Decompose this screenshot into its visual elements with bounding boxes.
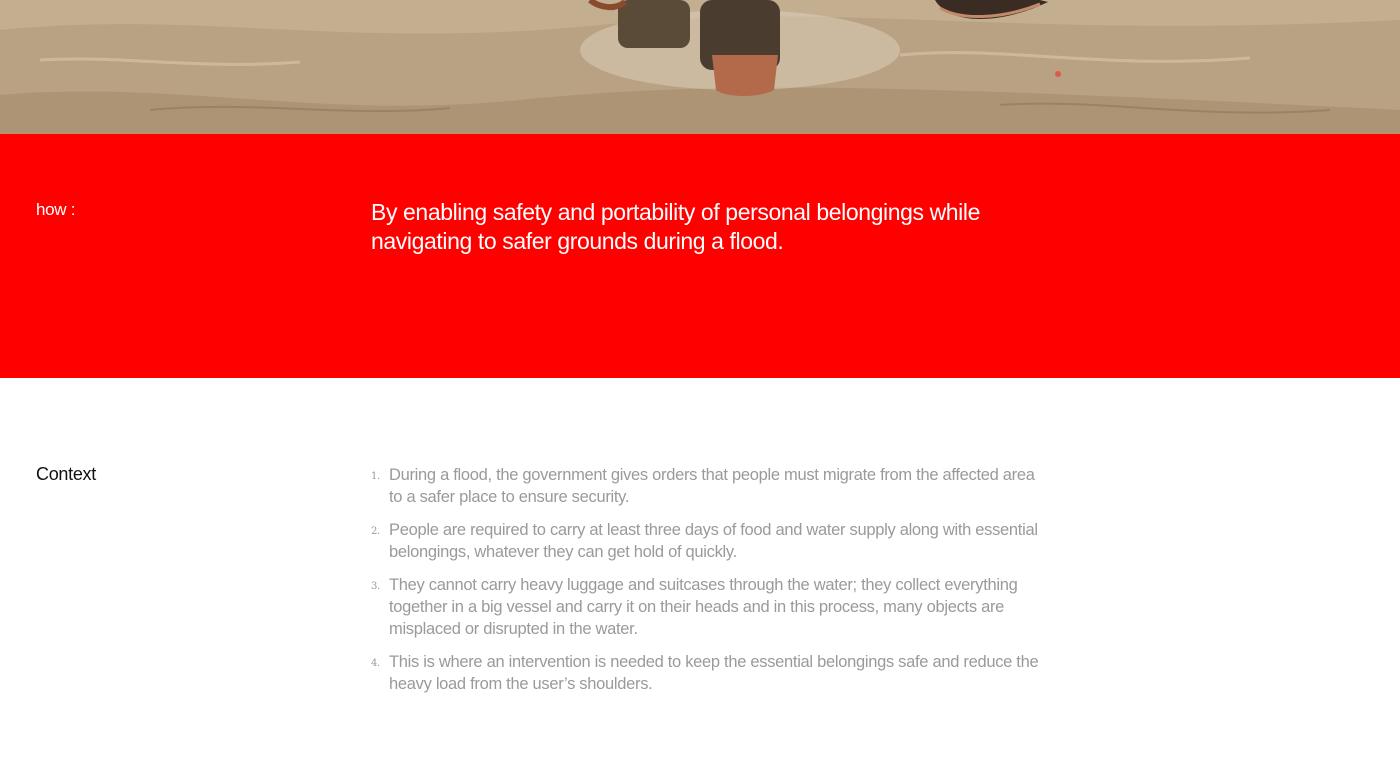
list-item [371, 519, 1051, 563]
context-list [371, 464, 1051, 706]
list-item-text: They cannot carry heavy luggage and suitcases through the water; they collect everything together in a big vessel and carry it on their heads and in this process, many objects are misplaced or disrupted in the water. [389, 576, 1018, 638]
flood-water-photo [0, 0, 1400, 134]
how-label: how : [36, 200, 76, 219]
list-item [371, 651, 1051, 695]
list-item-number: 1. [371, 471, 380, 482]
list-item-text: People are required to carry at least three days of food and water supply along with essential belongings, whatever they can get hold of quickly. [389, 521, 1038, 561]
context-label: Context [36, 464, 96, 484]
how-statement: By enabling safety and portability of personal belongings while navigating to safer grounds during a flood. [371, 199, 980, 254]
hero-photo [0, 0, 1400, 134]
list-item-text: This is where an intervention is needed to keep the essential belongings safe and reduce the heavy load from the user’s shoulders. [389, 653, 1039, 693]
list-item-number: 2. [371, 526, 380, 537]
list-item-text: During a flood, the government gives orders that people must migrate from the affected area to a safer place to ensure security. [389, 466, 1035, 506]
list-item-number: 4. [371, 658, 380, 669]
list-item [371, 574, 1051, 640]
how-section [0, 134, 1400, 378]
list-item-number: 3. [371, 581, 380, 592]
list-item [371, 464, 1051, 508]
